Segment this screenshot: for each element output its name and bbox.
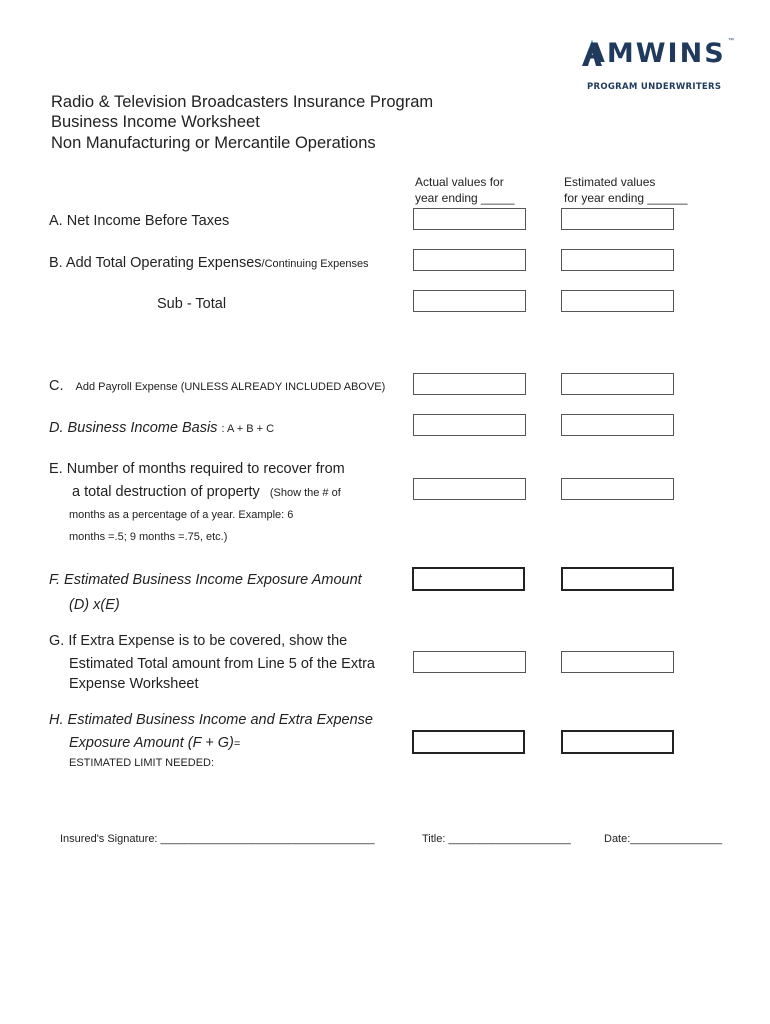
subtotal-actual-input[interactable]: [413, 290, 526, 312]
row-h-label: H. Estimated Business Income and Extra Expense: [49, 712, 373, 728]
row-d-label: D. Business Income Basis : A + B + C: [49, 420, 275, 436]
row-e-note-line4: months =.5; 9 months =.75, etc.): [69, 531, 228, 543]
row-g-actual-input[interactable]: [413, 651, 526, 673]
row-h-note: ESTIMATED LIMIT NEEDED:: [69, 757, 215, 769]
row-c-label: C. Add Payroll Expense (UNLESS ALREADY INCLUDED ABOVE): [49, 378, 386, 394]
row-f-label-line2: (D) x(E): [69, 597, 120, 613]
title-field[interactable]: Title: ____________________: [422, 833, 571, 845]
row-f-actual-input[interactable]: [412, 567, 525, 591]
row-b-label: B. Add Total Operating Expenses/Continuing Expenses: [49, 255, 369, 271]
row-f-label: F. Estimated Business Income Exposure Amount: [49, 572, 362, 588]
logo-subtitle: PROGRAM UNDERWRITERS: [587, 82, 722, 92]
date-field[interactable]: Date:_______________: [604, 833, 723, 845]
row-e-actual-input[interactable]: [413, 478, 526, 500]
column-header-actual: Actual values for year ending _____: [415, 175, 515, 205]
logo-wordmark: AMWINS: [584, 38, 726, 69]
page-title: Radio & Television Broadcasters Insurance Program: [51, 93, 434, 111]
row-e-estimated-input[interactable]: [561, 478, 674, 500]
row-c-estimated-input[interactable]: [561, 373, 674, 395]
logo-trademark: ™: [728, 38, 734, 44]
row-a-actual-input[interactable]: [413, 208, 526, 230]
row-h-estimated-input[interactable]: [561, 730, 674, 754]
row-b-estimated-input[interactable]: [561, 249, 674, 271]
page-subtitle: Business Income Worksheet: [51, 113, 260, 131]
row-h-actual-input[interactable]: [412, 730, 525, 754]
row-d-estimated-input[interactable]: [561, 414, 674, 436]
row-g-label-line3: Expense Worksheet: [69, 676, 199, 692]
subtotal-estimated-input[interactable]: [561, 290, 674, 312]
row-a-label: A. Net Income Before Taxes: [49, 213, 230, 229]
row-d-actual-input[interactable]: [413, 414, 526, 436]
row-b-actual-input[interactable]: [413, 249, 526, 271]
row-e-label: E. Number of months required to recover from: [49, 461, 345, 477]
row-g-label: G. If Extra Expense is to be covered, show the: [49, 633, 348, 649]
row-e-note-line3: months as a percentage of a year. Example: 6: [69, 509, 294, 521]
row-f-estimated-input[interactable]: [561, 567, 674, 591]
insured-signature-field[interactable]: Insured's Signature: ___________________________________: [60, 833, 375, 845]
row-e-label-line2: a total destruction of property (Show the # of: [72, 484, 341, 500]
page-subtitle-operations: Non Manufacturing or Mercantile Operations: [51, 134, 376, 152]
row-a-estimated-input[interactable]: [561, 208, 674, 230]
row-g-label-line2: Estimated Total amount from Line 5 of the Extra: [69, 656, 376, 672]
row-c-actual-input[interactable]: [413, 373, 526, 395]
column-header-estimated: Estimated values for year ending ______: [564, 175, 688, 205]
subtotal-label: Sub - Total: [157, 296, 227, 312]
row-h-label-line2: Exposure Amount (F + G)=: [69, 735, 241, 751]
row-g-estimated-input[interactable]: [561, 651, 674, 673]
